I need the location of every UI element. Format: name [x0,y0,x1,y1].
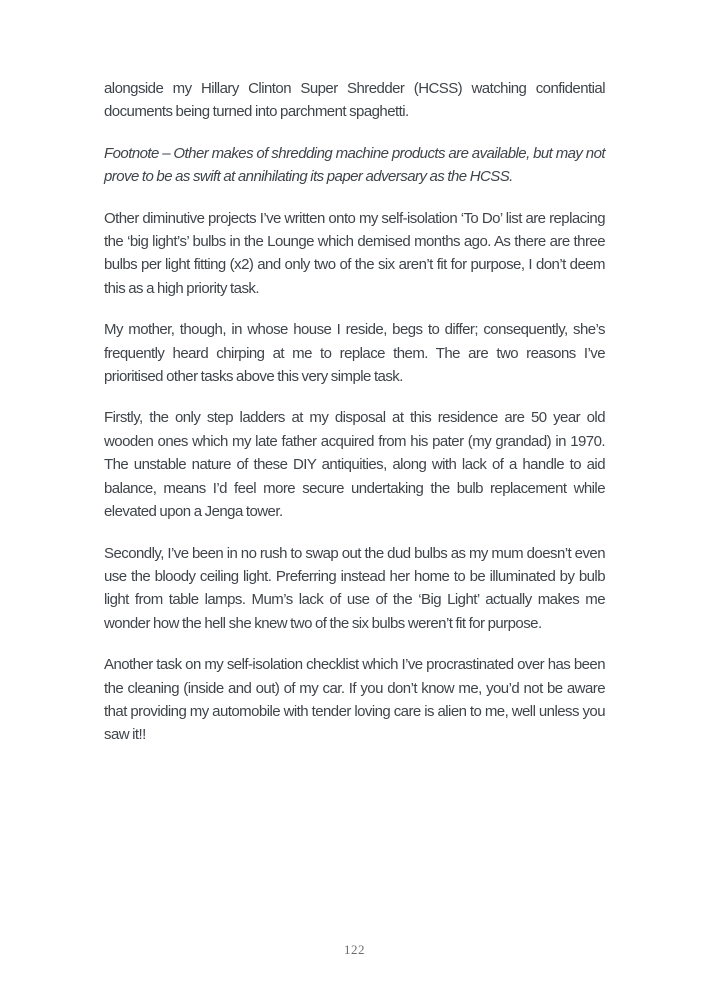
page-body-text [104,77,605,765]
paragraph-firstly: Firstly, the only step ladders at my disposal at this residence are 50 year old wooden ones which my late father acquired from his pater (my grandad) in 1970. The unstable nature of these DIY antiquities, along with lack of a handle to aid balance, means I’d feel more secure undertaking the bulb replacement while elevated upon a Jenga tower. [104,409,605,521]
paragraph-secondly: Secondly, I’ve been in no rush to swap out the dud bulbs as my mum doesn’t even use the bloody ceiling light. Preferring instead her home to be illuminated by bulb light from table lamps. Mum’s lack of use of the ‘Big Light’ actually makes me wonder how the hell she knew two of the six bulbs weren’t fit for purpose. [104,544,605,632]
paragraph-intro: alongside my Hillary Clinton Super Shredder (HCSS) watching confidential documents being turned into parchment spaghetti. [104,80,605,121]
page-footer [0,941,709,959]
paragraph-mother: My mother, though, in whose house I reside, begs to differ; consequently, she’s frequently heard chirping at me to replace them. The are two reasons I’ve prioritised other tasks above this very simple task. [104,321,605,386]
paragraph-todo-list: Other diminutive projects I’ve written onto my self-isolation ‘To Do’ list are replacing the ‘big light’s’ bulbs in the Lounge which demised months ago. As there are three bulbs per light fitting (x2) and only two of the six aren’t fit for purpose, I don’t deem this as a high priority task. [104,209,605,297]
paragraph-footnote: Footnote – Other makes of shredding machine products are available, but may not prove to be as swift at annihilating its paper adversary as the HCSS. [104,144,605,186]
paragraph-another-task: Another task on my self-isolation checklist which I’ve procrastinated over has been the cleaning (inside and out) of my car. If you don’t know me, you’d not be aware that providing my automobile with tender loving care is alien to me, well unless you saw it!! [104,656,605,744]
page-number: 122 [344,942,365,957]
